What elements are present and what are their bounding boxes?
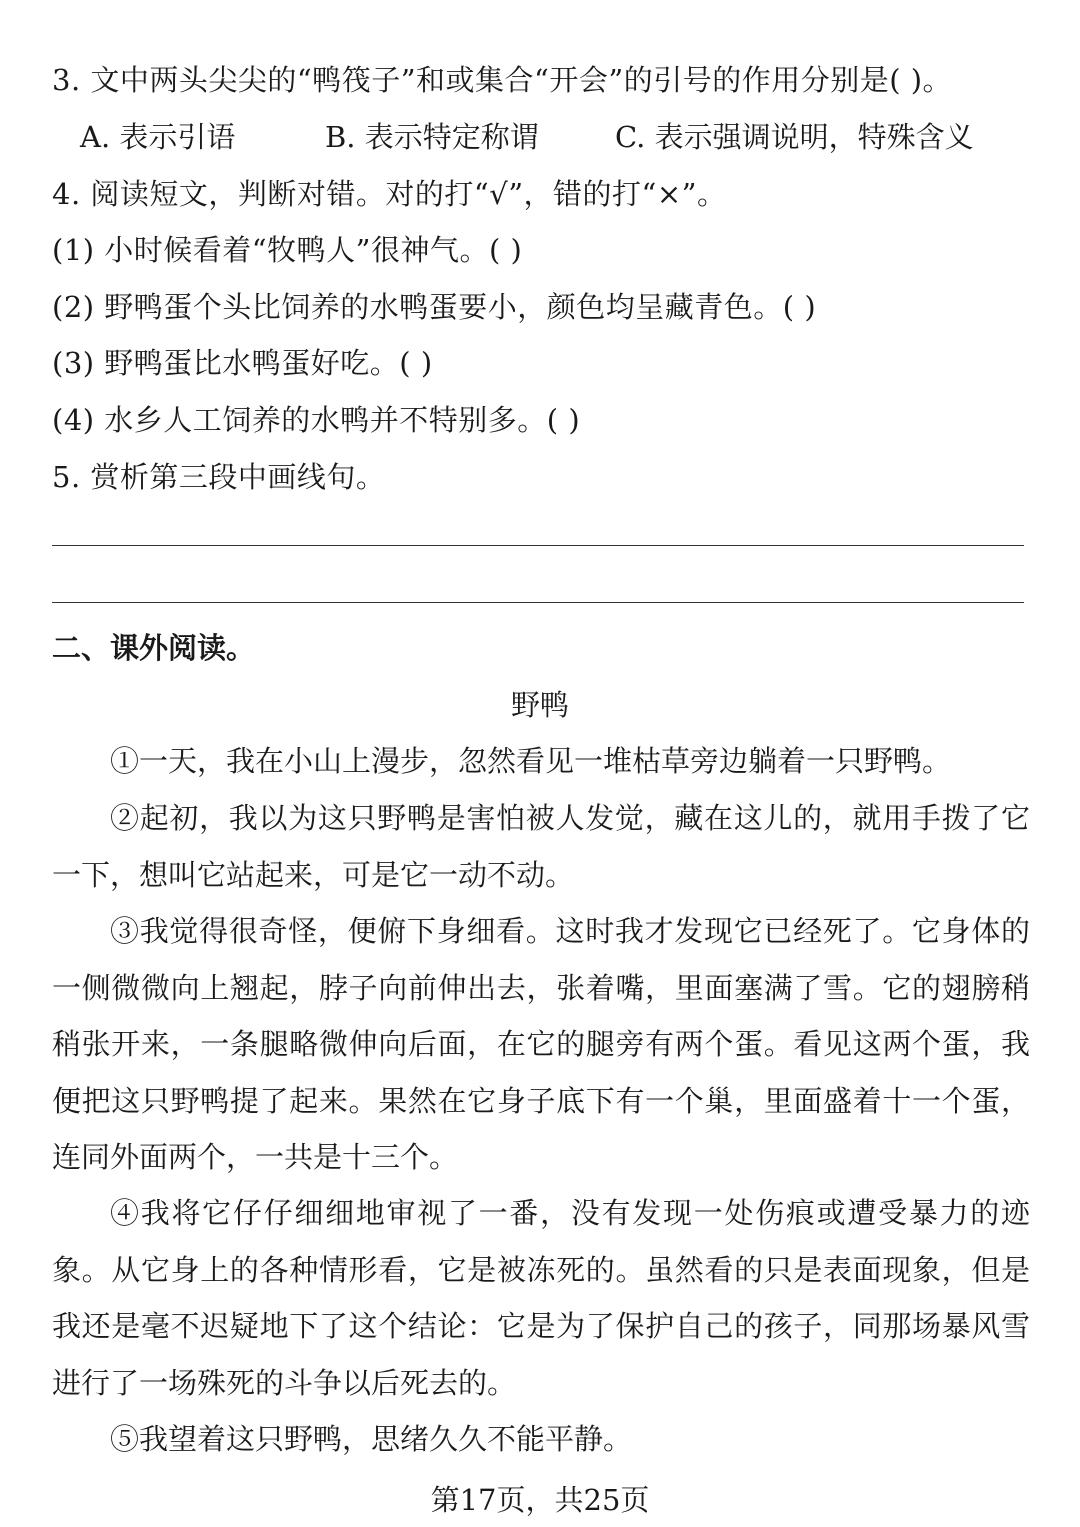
article-paragraph-1: ①一天，我在小山上漫步，忽然看见一堆枯草旁边躺着一只野鸭。 xyxy=(110,744,952,778)
answer-line-2[interactable] xyxy=(52,602,1024,603)
question-3-option-a: A. 表示引语 xyxy=(80,120,236,154)
page-number: 第17页，共25页 xyxy=(430,1483,650,1517)
question-3-option-c: C. 表示强调说明，特殊含义 xyxy=(615,120,974,154)
answer-line-1[interactable] xyxy=(52,545,1024,546)
question-3-option-b: B. 表示特定称谓 xyxy=(325,120,539,154)
question-3: 3. 文中两头尖尖的“鸭筏子”和或集合“开会”的引号的作用分别是( )。 xyxy=(52,63,953,97)
question-4-item-3: (3) 野鸭蛋比水鸭蛋好吃。( ) xyxy=(52,346,433,380)
article-paragraph-3: ③我觉得很奇怪，便俯下身细看。这时我才发现它已经死了。它身体的一侧微微向上翘起，脖子向前伸出去，张着嘴，里面塞满了雪。它的翅膀稍稍张开来，一条腿略微伸向后面，在它的腿旁有两个蛋。看见这两个蛋，我便把这只野鸭提了起来。果然在它身子底下有一个巢，里面盛着十一个蛋，连同外面两个，一共是十三个。 xyxy=(52,914,1030,1174)
article-paragraph-2: ②起初，我以为这只野鸭是害怕被人发觉，藏在这儿的，就用手拨了它一下，想叫它站起来，可是它一动不动。 xyxy=(52,801,1030,892)
article-title: 野鸭 xyxy=(510,688,569,722)
article-paragraph-4: ④我将它仔仔细细地审视了一番，没有发现一处伤痕或遭受暴力的迹象。从它身上的各种情形看，它是被冻死的。虽然看的只是表面现象，但是我还是毫不迟疑地下了这个结论：它是为了保护自己的孩子，同那场暴风雪进行了一场殊死的斗争以后死去的。 xyxy=(52,1196,1030,1400)
question-5: 5. 赏析第三段中画线句。 xyxy=(52,460,386,494)
section-heading: 二、课外阅读。 xyxy=(52,631,256,665)
question-4-item-2: (2) 野鸭蛋个头比饲养的水鸭蛋要小，颜色均呈藏青色。( ) xyxy=(52,290,817,324)
article-paragraph-5: ⑤我望着这只野鸭，思绪久久不能平静。 xyxy=(110,1422,633,1456)
question-4-item-1: (1) 小时候看着“牧鸭人”很神气。( ) xyxy=(52,233,523,267)
question-4-item-4: (4) 水乡人工饲养的水鸭并不特别多。( ) xyxy=(52,403,581,437)
question-4: 4. 阅读短文，判断对错。对的打“√”，错的打“×”。 xyxy=(52,177,727,211)
